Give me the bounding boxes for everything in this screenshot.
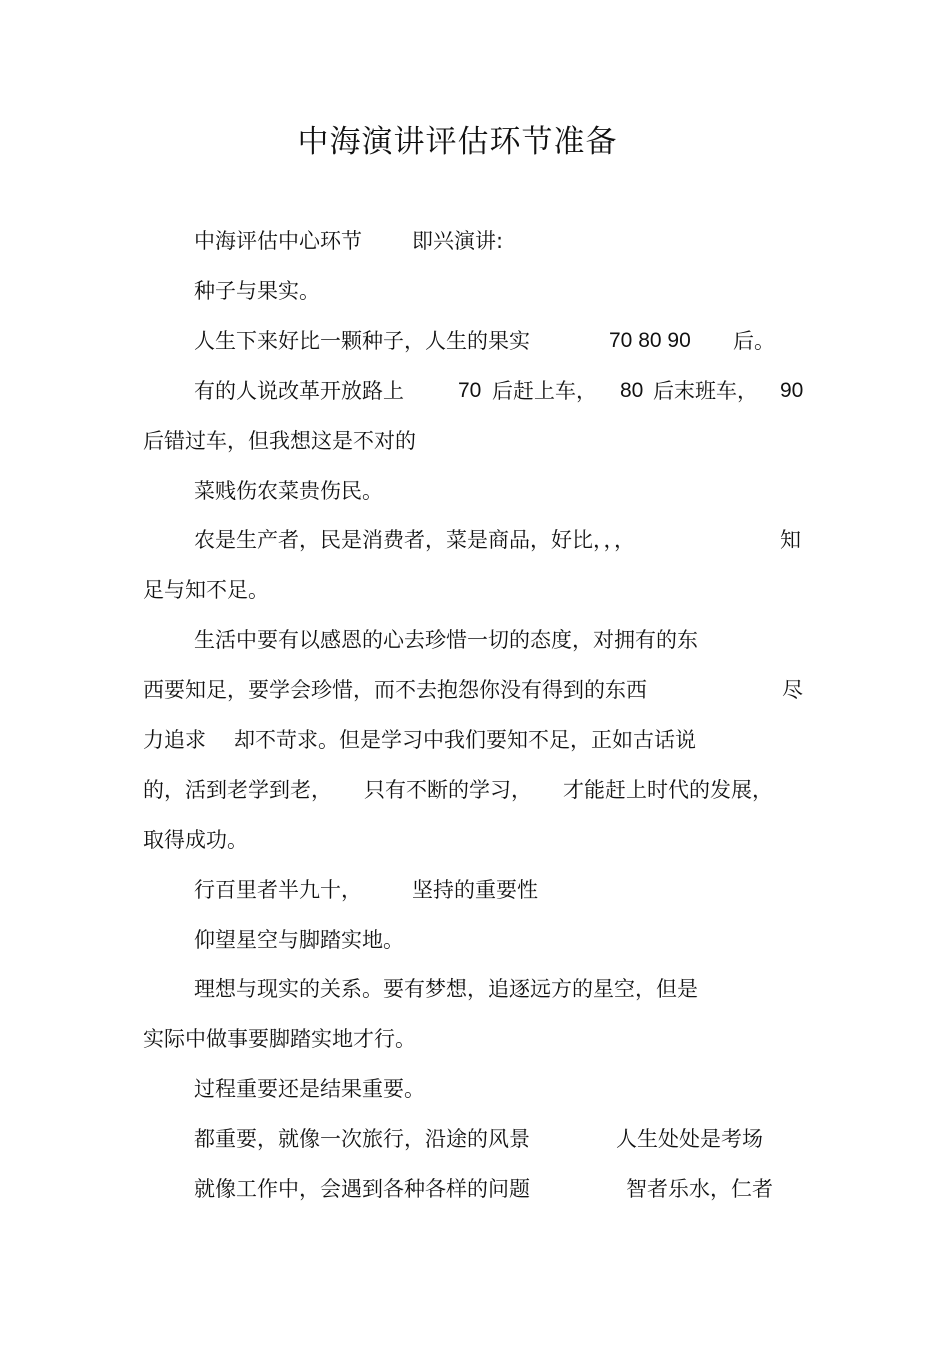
text-segment: 就像工作中，会遇到各种各样的问题 [194,1177,530,1201]
text-segment: 坚持的重要性 [412,878,538,902]
text-segment: 过程重要还是结果重要。 [194,1077,425,1101]
text-segment: 后赶上车， [492,379,597,403]
text-line [0,271,950,311]
text-segment: 智者乐水，仁者 [626,1177,773,1201]
text-line [0,920,950,960]
text-segment: 种子与果实。 [194,279,320,303]
text-segment: 力追求 [143,728,206,752]
text-line [0,969,950,1009]
text-line [0,1069,950,1109]
text-line [0,520,950,560]
page-title: 中海演讲评估环节准备 [297,124,618,160]
text-segment: 西要知足，要学会珍惜，而不去抱怨你没有得到的东西 [143,678,647,702]
text-segment: 即兴演讲: [412,229,504,253]
text-segment: 后末班车， [653,379,758,403]
text-line [0,421,950,461]
text-segment: 80 [620,379,644,402]
text-line [0,371,950,411]
text-segment: 中海评估中心环节 [194,229,362,253]
text-segment: 尽 [782,678,803,702]
text-line [0,670,950,710]
text-segment: 理想与现实的关系。要有梦想，追逐远方的星空，但是 [194,977,698,1001]
text-segment: 后错过车，但我想这是不对的 [143,429,416,453]
text-segment: 人生下来好比一颗种子，人生的果实 [194,329,530,353]
text-line [0,770,950,810]
text-line [0,620,950,660]
text-line [0,720,950,760]
text-segment: 足与知不足。 [143,578,269,602]
text-segment: 都重要，就像一次旅行，沿途的风景 [194,1127,530,1151]
text-line [0,221,950,261]
text-segment: 仰望星空与脚踏实地。 [194,928,404,952]
text-segment: 实际中做事要脚踏实地才行。 [143,1027,416,1051]
text-segment: 70 [458,379,482,402]
text-segment: 生活中要有以感恩的心去珍惜一切的态度，对拥有的东 [194,628,698,652]
text-segment: 人生处处是考场 [616,1127,763,1151]
text-line [0,1019,950,1059]
text-segment: 的，活到老学到老， [143,778,332,802]
text-line [0,1119,950,1159]
text-segment: 知 [780,528,801,552]
text-segment: 70 80 90 [609,329,691,352]
text-segment: 行百里者半九十， [194,878,362,902]
text-line [0,820,950,860]
text-segment: 后。 [733,329,775,353]
text-segment: 菜贱伤农菜贵伤民。 [194,479,383,503]
text-line [0,570,950,610]
text-segment: 90 [780,379,804,402]
text-line [0,471,950,511]
text-segment: 取得成功。 [143,828,248,852]
text-segment: 只有不断的学习， [364,778,532,802]
text-segment: 农是生产者，民是消费者，菜是商品，好比，，， [194,528,635,552]
text-line [0,321,950,361]
text-segment: 有的人说改革开放路上 [194,379,404,403]
text-segment: 却不苛求。但是学习中我们要知不足，正如古话说 [234,728,696,752]
text-line [0,870,950,910]
text-line [0,1169,950,1209]
text-segment: 才能赶上时代的发展， [563,778,773,802]
